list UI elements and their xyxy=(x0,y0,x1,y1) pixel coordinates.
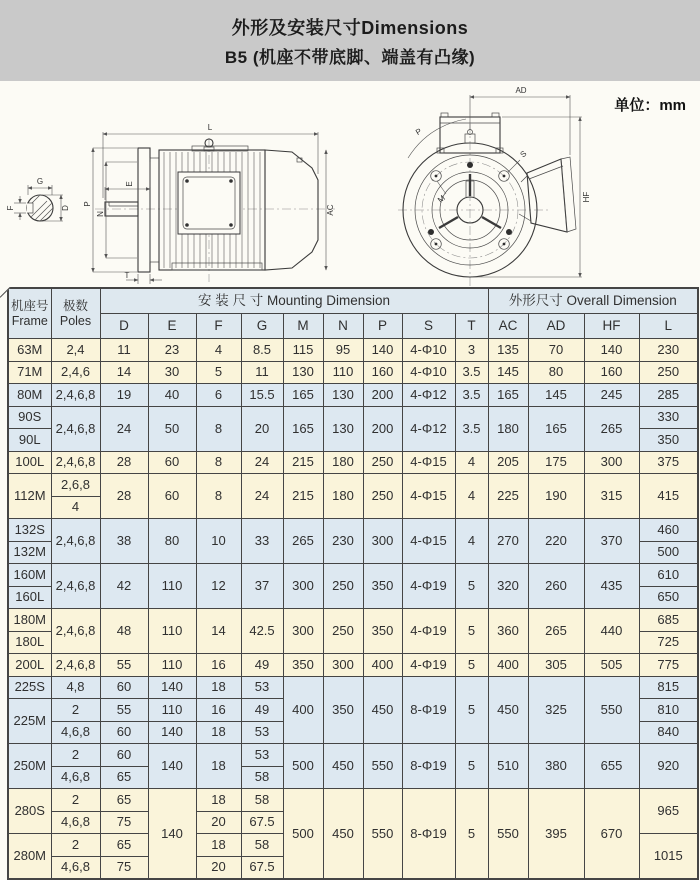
table-cell: 48 xyxy=(100,609,148,654)
table-cell: 2,4,6,8 xyxy=(51,384,100,407)
col-header-overall: 外形尺寸 Overall Dimension xyxy=(488,288,698,314)
table-cell: 2,4,6,8 xyxy=(51,564,100,609)
table-cell: 49 xyxy=(241,699,283,722)
page-title: 外形及安装尺寸Dimensions xyxy=(231,17,469,38)
table-cell: 380 xyxy=(528,744,584,789)
table-cell: 400 xyxy=(488,654,528,677)
table-cell: 110 xyxy=(148,699,196,722)
table-cell: 265 xyxy=(283,519,323,564)
table-cell: 265 xyxy=(528,609,584,654)
table-row xyxy=(8,519,698,542)
table-cell: 550 xyxy=(363,744,402,789)
table-cell: 4,6,8 xyxy=(51,721,100,744)
table-cell: 2 xyxy=(51,699,100,722)
table-row xyxy=(8,406,698,429)
table-cell: 610 xyxy=(639,564,698,587)
table-cell: 375 xyxy=(639,451,698,474)
table-cell: 815 xyxy=(639,676,698,699)
dim-label-ad: AD xyxy=(515,86,527,95)
table-cell: 350 xyxy=(363,609,402,654)
table-cell: 650 xyxy=(639,586,698,609)
table-cell: 300 xyxy=(323,654,363,677)
table-cell: 725 xyxy=(639,631,698,654)
table-row xyxy=(8,744,698,767)
table-cell: 28 xyxy=(100,451,148,474)
table-cell: 395 xyxy=(528,789,584,880)
table-cell: 19 xyxy=(100,384,148,407)
table-cell: 60 xyxy=(100,721,148,744)
table-cell: 500 xyxy=(283,789,323,880)
table-cell: 132S xyxy=(8,519,51,542)
table-cell: 505 xyxy=(584,654,639,677)
table-cell: 230 xyxy=(639,339,698,362)
col-header-S: S xyxy=(402,314,455,339)
table-cell: 320 xyxy=(488,564,528,609)
table-cell: 920 xyxy=(639,744,698,789)
col-header-frame-zh: 机座号 xyxy=(10,298,49,313)
table-cell: 180L xyxy=(8,631,51,654)
table-cell: 60 xyxy=(100,744,148,767)
col-header-mounting: 安 装 尺 寸 Mounting Dimension xyxy=(100,288,488,314)
table-cell: 8 xyxy=(196,406,241,451)
table-cell: 180 xyxy=(323,451,363,474)
table-cell: 2 xyxy=(51,744,100,767)
table-cell: 60 xyxy=(148,474,196,519)
col-header-M: M xyxy=(283,314,323,339)
table-cell: 4-Φ19 xyxy=(402,609,455,654)
table-cell: 145 xyxy=(488,361,528,384)
table-cell: 10 xyxy=(196,519,241,564)
table-cell: 18 xyxy=(196,744,241,789)
table-cell: 110 xyxy=(148,609,196,654)
table-cell: 8 xyxy=(196,451,241,474)
table-cell: 130 xyxy=(323,406,363,451)
table-cell: 250 xyxy=(363,474,402,519)
col-header-AD: AD xyxy=(528,314,584,339)
col-header-F: F xyxy=(196,314,241,339)
table-cell: 40 xyxy=(148,384,196,407)
col-header-frame xyxy=(8,288,51,339)
table-row xyxy=(8,474,698,497)
dim-label-d: D xyxy=(61,205,70,211)
table-cell: 140 xyxy=(363,339,402,362)
table-cell: 4-Φ10 xyxy=(402,361,455,384)
table-cell: 4 xyxy=(455,474,488,519)
table-cell: 4 xyxy=(455,519,488,564)
table-cell: 24 xyxy=(241,474,283,519)
dim-label-t: T xyxy=(124,271,130,280)
dimension-table-body xyxy=(8,339,698,880)
table-cell: 6 xyxy=(196,384,241,407)
table-cell: 70 xyxy=(528,339,584,362)
table-cell: 53 xyxy=(241,721,283,744)
dim-label-p-side: P xyxy=(83,201,92,207)
table-cell: 2 xyxy=(51,789,100,812)
table-cell: 110 xyxy=(323,361,363,384)
dim-label-e: E xyxy=(125,181,134,187)
table-cell: 3 xyxy=(455,339,488,362)
dim-label-ac: AC xyxy=(326,204,335,216)
table-cell: 75 xyxy=(100,856,148,879)
table-cell: 20 xyxy=(241,406,283,451)
table-row xyxy=(8,654,698,677)
table-cell: 225M xyxy=(8,699,51,744)
table-cell: 140 xyxy=(584,339,639,362)
table-cell: 71M xyxy=(8,361,51,384)
table-cell: 840 xyxy=(639,721,698,744)
col-header-G: G xyxy=(241,314,283,339)
drawings-section xyxy=(0,81,700,287)
table-cell: 4-Φ15 xyxy=(402,519,455,564)
table-cell: 140 xyxy=(148,789,196,880)
table-cell: 80 xyxy=(148,519,196,564)
table-cell: 160 xyxy=(584,361,639,384)
table-cell: 4 xyxy=(196,339,241,362)
table-cell: 265 xyxy=(584,406,639,451)
table-cell: 65 xyxy=(100,834,148,857)
table-cell: 200L xyxy=(8,654,51,677)
table-cell: 230 xyxy=(323,519,363,564)
table-cell: 350 xyxy=(323,676,363,744)
table-cell: 350 xyxy=(363,564,402,609)
table-cell: 2,4 xyxy=(51,339,100,362)
table-cell: 5 xyxy=(455,676,488,744)
table-cell: 415 xyxy=(639,474,698,519)
table-cell: 325 xyxy=(528,676,584,744)
table-row xyxy=(8,384,698,407)
table-cell: 5 xyxy=(455,789,488,880)
dim-label-l: L xyxy=(207,123,213,132)
table-cell: 60 xyxy=(148,451,196,474)
table-cell: 130 xyxy=(283,361,323,384)
table-cell: 400 xyxy=(283,676,323,744)
col-header-T: T xyxy=(455,314,488,339)
table-cell: 450 xyxy=(323,789,363,880)
table-cell: 440 xyxy=(584,609,639,654)
table-cell: 8-Φ19 xyxy=(402,789,455,880)
table-cell: 550 xyxy=(584,676,639,744)
dim-label-hf: HF xyxy=(582,191,591,203)
table-cell: 30 xyxy=(148,361,196,384)
table-cell: 180 xyxy=(323,474,363,519)
table-cell: 160M xyxy=(8,564,51,587)
table-cell: 100L xyxy=(8,451,51,474)
shaft-section-drawing xyxy=(6,177,70,247)
table-cell: 58 xyxy=(241,834,283,857)
table-cell: 300 xyxy=(363,519,402,564)
table-cell: 3.5 xyxy=(455,384,488,407)
table-cell: 550 xyxy=(363,789,402,880)
table-cell: 11 xyxy=(100,339,148,362)
table-cell: 55 xyxy=(100,654,148,677)
table-cell: 180 xyxy=(488,406,528,451)
table-cell: 24 xyxy=(100,406,148,451)
table-cell: 4 xyxy=(51,496,100,519)
table-row xyxy=(8,339,698,362)
table-cell: 550 xyxy=(488,789,528,880)
side-view-drawing xyxy=(83,123,335,284)
table-cell: 245 xyxy=(584,384,639,407)
table-cell: 2,4,6,8 xyxy=(51,406,100,451)
table-cell: 200 xyxy=(363,406,402,451)
table-cell: 200 xyxy=(363,384,402,407)
table-cell: 65 xyxy=(100,766,148,789)
table-cell: 8-Φ19 xyxy=(402,744,455,789)
table-row xyxy=(8,789,698,812)
col-header-N: N xyxy=(323,314,363,339)
table-cell: 330 xyxy=(639,406,698,429)
table-cell: 4,6,8 xyxy=(51,856,100,879)
table-cell: 58 xyxy=(241,766,283,789)
table-cell: 80M xyxy=(8,384,51,407)
table-cell: 65 xyxy=(100,789,148,812)
table-cell: 360 xyxy=(488,609,528,654)
table-cell: 510 xyxy=(488,744,528,789)
table-cell: 11 xyxy=(241,361,283,384)
table-cell: 37 xyxy=(241,564,283,609)
table-cell: 180M xyxy=(8,609,51,632)
table-cell: 5 xyxy=(455,744,488,789)
table-cell: 305 xyxy=(528,654,584,677)
table-cell: 165 xyxy=(488,384,528,407)
table-cell: 130 xyxy=(323,384,363,407)
col-header-HF: HF xyxy=(584,314,639,339)
col-header-L: L xyxy=(639,314,698,339)
table-row xyxy=(8,361,698,384)
table-cell: 14 xyxy=(100,361,148,384)
table-cell: 63M xyxy=(8,339,51,362)
table-cell: 2,4,6,8 xyxy=(51,519,100,564)
table-cell: 50 xyxy=(148,406,196,451)
table-cell: 810 xyxy=(639,699,698,722)
table-cell: 12 xyxy=(196,564,241,609)
table-cell: 270 xyxy=(488,519,528,564)
col-header-poles-en: Poles xyxy=(59,313,92,328)
table-cell: 1015 xyxy=(639,834,698,880)
table-cell: 350 xyxy=(283,654,323,677)
table-cell: 140 xyxy=(148,744,196,789)
table-cell: 55 xyxy=(100,699,148,722)
table-cell: 250 xyxy=(323,609,363,654)
col-header-D: D xyxy=(100,314,148,339)
table-cell: 15.5 xyxy=(241,384,283,407)
table-cell: 160 xyxy=(363,361,402,384)
table-cell: 4-Φ15 xyxy=(402,474,455,519)
table-cell: 300 xyxy=(283,609,323,654)
dim-label-f: F xyxy=(6,205,15,211)
table-cell: 4-Φ15 xyxy=(402,451,455,474)
table-cell: 135 xyxy=(488,339,528,362)
table-cell: 4-Φ10 xyxy=(402,339,455,362)
table-cell: 165 xyxy=(528,406,584,451)
table-cell: 500 xyxy=(639,541,698,564)
table-cell: 315 xyxy=(584,474,639,519)
table-cell: 280M xyxy=(8,834,51,880)
table-cell: 965 xyxy=(639,789,698,834)
table-cell: 18 xyxy=(196,789,241,812)
table-cell: 450 xyxy=(363,676,402,744)
table-cell: 23 xyxy=(148,339,196,362)
table-cell: 53 xyxy=(241,744,283,767)
dim-label-g: G xyxy=(36,177,44,186)
col-header-AC: AC xyxy=(488,314,528,339)
table-cell: 42 xyxy=(100,564,148,609)
table-cell: 250 xyxy=(639,361,698,384)
table-cell: 4 xyxy=(455,451,488,474)
table-cell: 2,4,6 xyxy=(51,361,100,384)
dim-label-s: S xyxy=(518,148,529,160)
table-cell: 49 xyxy=(241,654,283,677)
table-cell: 215 xyxy=(283,451,323,474)
table-cell: 250M xyxy=(8,744,51,789)
table-cell: 2 xyxy=(51,834,100,857)
table-cell: 90L xyxy=(8,429,51,452)
table-cell: 16 xyxy=(196,699,241,722)
dim-label-n: N xyxy=(96,211,105,217)
table-row xyxy=(8,609,698,632)
table-cell: 670 xyxy=(584,789,639,880)
col-header-frame-en: Frame xyxy=(11,313,48,328)
table-cell: 80 xyxy=(528,361,584,384)
table-cell: 18 xyxy=(196,834,241,857)
table-cell: 215 xyxy=(283,474,323,519)
table-cell: 175 xyxy=(528,451,584,474)
table-cell: 132M xyxy=(8,541,51,564)
table-cell: 145 xyxy=(528,384,584,407)
table-row xyxy=(8,564,698,587)
title-bar xyxy=(0,0,700,81)
table-cell: 450 xyxy=(323,744,363,789)
table-cell: 220 xyxy=(528,519,584,564)
table-cell: 260 xyxy=(528,564,584,609)
table-cell: 8.5 xyxy=(241,339,283,362)
table-cell: 18 xyxy=(196,676,241,699)
col-header-P: P xyxy=(363,314,402,339)
table-cell: 28 xyxy=(100,474,148,519)
table-cell: 685 xyxy=(639,609,698,632)
col-header-E: E xyxy=(148,314,196,339)
table-cell: 42.5 xyxy=(241,609,283,654)
table-cell: 75 xyxy=(100,811,148,834)
dim-label-m: M xyxy=(435,193,447,205)
table-cell: 300 xyxy=(283,564,323,609)
table-cell: 95 xyxy=(323,339,363,362)
table-cell: 2,4,6,8 xyxy=(51,654,100,677)
table-cell: 20 xyxy=(196,856,241,879)
table-cell: 24 xyxy=(241,451,283,474)
table-cell: 655 xyxy=(584,744,639,789)
table-cell: 33 xyxy=(241,519,283,564)
table-cell: 300 xyxy=(584,451,639,474)
table-cell: 110 xyxy=(148,564,196,609)
table-cell: 370 xyxy=(584,519,639,564)
table-cell: 775 xyxy=(639,654,698,677)
table-cell: 115 xyxy=(283,339,323,362)
table-cell: 112M xyxy=(8,474,51,519)
table-cell: 4,8 xyxy=(51,676,100,699)
table-cell: 2,4,6,8 xyxy=(51,609,100,654)
front-view-drawing xyxy=(398,86,591,286)
table-cell: 225S xyxy=(8,676,51,699)
table-cell: 190 xyxy=(528,474,584,519)
table-cell: 460 xyxy=(639,519,698,542)
table-cell: 16 xyxy=(196,654,241,677)
table-cell: 53 xyxy=(241,676,283,699)
unit-label: 单位：mm xyxy=(614,97,686,114)
table-cell: 400 xyxy=(363,654,402,677)
dimension-table xyxy=(7,287,699,880)
table-cell: 18 xyxy=(196,721,241,744)
table-cell: 140 xyxy=(148,721,196,744)
table-cell: 450 xyxy=(488,676,528,744)
table-cell: 140 xyxy=(148,676,196,699)
col-header-poles xyxy=(51,288,100,339)
table-cell: 4-Φ12 xyxy=(402,384,455,407)
table-cell: 280S xyxy=(8,789,51,834)
table-cell: 205 xyxy=(488,451,528,474)
table-cell: 4-Φ12 xyxy=(402,406,455,451)
table-cell: 38 xyxy=(100,519,148,564)
table-cell: 8 xyxy=(196,474,241,519)
table-cell: 67.5 xyxy=(241,856,283,879)
col-header-poles-zh: 极数 xyxy=(62,298,88,313)
table-cell: 2,4,6,8 xyxy=(51,451,100,474)
table-cell: 4-Φ19 xyxy=(402,654,455,677)
table-cell: 160L xyxy=(8,586,51,609)
table-cell: 4,6,8 xyxy=(51,766,100,789)
table-cell: 90S xyxy=(8,406,51,429)
table-cell: 110 xyxy=(148,654,196,677)
table-cell: 4,6,8 xyxy=(51,811,100,834)
table-cell: 165 xyxy=(283,406,323,451)
table-cell: 5 xyxy=(455,654,488,677)
table-cell: 4-Φ19 xyxy=(402,564,455,609)
technical-drawings xyxy=(0,81,700,287)
table-row xyxy=(8,676,698,699)
page-subtitle: B5 (机座不带底脚、端盖有凸缘) xyxy=(224,47,476,67)
table-cell: 165 xyxy=(283,384,323,407)
table-cell: 285 xyxy=(639,384,698,407)
table-cell: 5 xyxy=(455,609,488,654)
table-cell: 14 xyxy=(196,609,241,654)
dim-label-p-front: P xyxy=(414,126,424,138)
table-cell: 225 xyxy=(488,474,528,519)
table-cell: 500 xyxy=(283,744,323,789)
table-cell: 350 xyxy=(639,429,698,452)
table-cell: 5 xyxy=(196,361,241,384)
table-cell: 67.5 xyxy=(241,811,283,834)
table-cell: 8-Φ19 xyxy=(402,676,455,744)
table-cell: 58 xyxy=(241,789,283,812)
table-cell: 60 xyxy=(100,676,148,699)
table-row xyxy=(8,451,698,474)
table-cell: 2,6,8 xyxy=(51,474,100,497)
table-cell: 250 xyxy=(363,451,402,474)
table-cell: 3.5 xyxy=(455,361,488,384)
table-cell: 20 xyxy=(196,811,241,834)
table-cell: 5 xyxy=(455,564,488,609)
table-cell: 435 xyxy=(584,564,639,609)
table-cell: 250 xyxy=(323,564,363,609)
table-cell: 3.5 xyxy=(455,406,488,451)
